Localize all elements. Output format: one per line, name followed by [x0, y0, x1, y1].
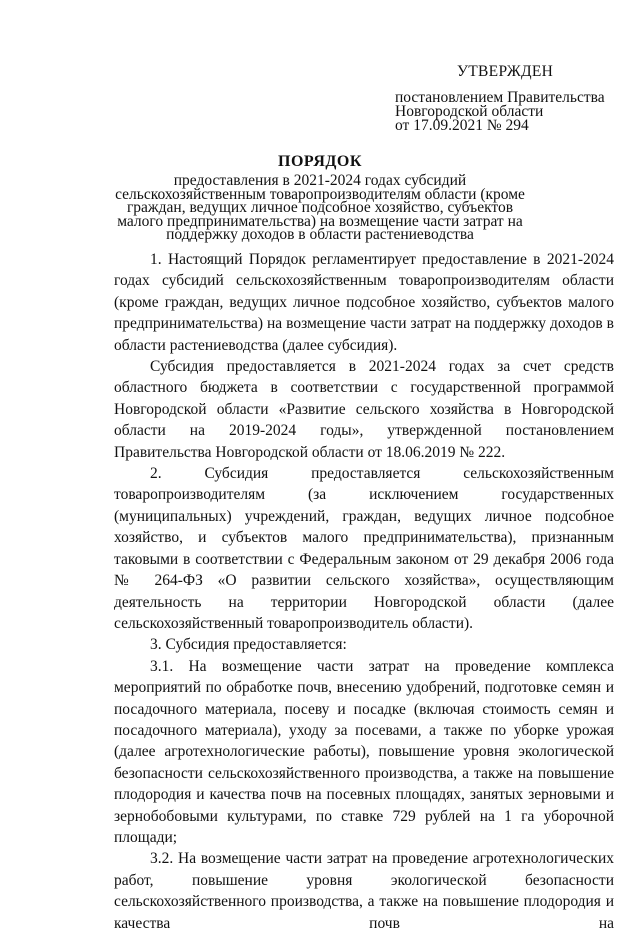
approval-line-1: постановлением Правительства: [395, 89, 605, 106]
document-title: ПОРЯДОК: [278, 153, 362, 170]
document-subtitle: предоставления в 2021-2024 годах субсидий сельскохозяйственным товаропроизводителям области (кроме граждан, ведущих личное подсобное хозяйство, субъектов малого предпринимательства) на возмещение части затрат на поддержку доходов в области растениеводства: [115, 172, 525, 243]
paragraph-3-1: 3.1. На возмещение части затрат на проведение комплекса мероприятий по обработке почв, внесению удобрений, подготовке семян и посадочного материала, посеву и посадке (включая стоимость семян и посадочного материала), уходу за посевами, а также по уборке урожая (далее агротехнологические работы), повышение уровня экологической безопасности сельскохозяйственного производства, а также на повышение плодородия и качества почв на посевных площадях, занятых зерновыми и зернобобовыми культурами, по ставке 729 рублей на 1 га уборочной площади;: [114, 657, 614, 846]
paragraph-3: 3. Субсидия предоставляется:: [150, 636, 347, 654]
approval-line-2: Новгородской области: [395, 103, 544, 120]
paragraph-2: 2. Субсидия предоставляется сельскохозяйственным товаропроизводителям (за исключением государственных (муниципальных) учреждений, граждан, ведущих личное подсобное хозяйство, и субъектов малого предпринимательства), признанным таковыми в соответствии с Федеральным законом от 29 декабря 2006 года № 264-ФЗ «О развитии сельского хозяйства», осуществляющим деятельность на территории Новгородской области (далее сельскохозяйственный товаропроизводитель области).: [114, 465, 614, 632]
paragraph-1-subsidy: Субсидия предоставляется в 2021-2024 годах за счет средств областного бюджета в соответствии с государственной программой Новгородской области «Развитие сельского хозяйства в Новгородской области на 2019-2024 годы», утвержденной постановлением Правительства Новгородской области от 18.06.2019 № 222.: [114, 358, 614, 461]
approval-line-3: от 17.09.2021 № 294: [395, 117, 529, 134]
document-body: [114, 249, 614, 934]
approval-heading: УТВЕРЖДЕН: [457, 63, 554, 80]
paragraph-1: 1. Настоящий Порядок регламентирует предоставление в 2021-2024 годах субсидий сельскохозяйственным товаропроизводителям области (кроме граждан, ведущих личное подсобное хозяйство, субъектов малого предпринимательства) на возмещение части затрат на поддержку доходов в области растениеводства (далее субсидия).: [114, 251, 614, 354]
paragraph-3-2: 3.2. На возмещение части затрат на проведение агротехнологических работ, повышение уровня экологической безопасности сельскохозяйственного производства, а также на повышение плодородия и качества почв на: [114, 850, 614, 932]
